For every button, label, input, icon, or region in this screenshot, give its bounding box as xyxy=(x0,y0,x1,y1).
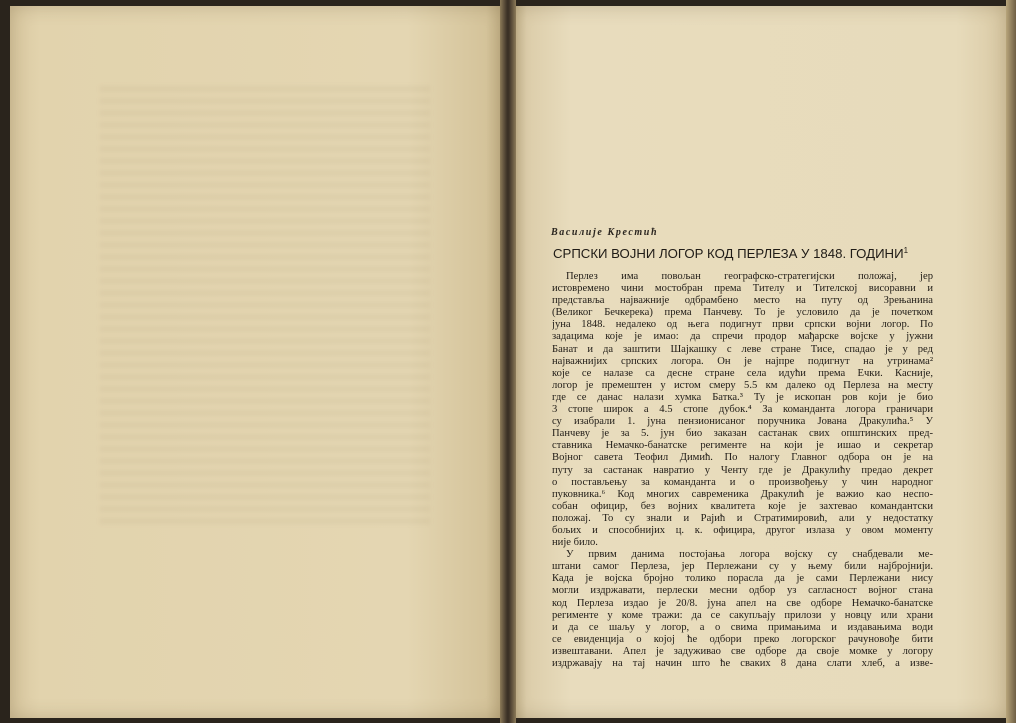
article-body xyxy=(552,271,933,670)
body-line: истовремено чини мостобран према Тителу и Тителској висоравни и xyxy=(552,283,933,295)
body-line: Панчеву је за 5. јун био заказан састанак свих општинских пред- xyxy=(552,428,933,440)
body-line: (Великог Бечкерека) према Панчеву. То је условило да је почетком xyxy=(552,307,933,319)
body-line: представља најважније одбрамбено место на путу од Зрењанина xyxy=(552,295,933,307)
body-line: се евиденција о којој ће одбори преко логорског рачуновође бити xyxy=(552,633,933,645)
body-line: могли издржавати, перлески месни одбор уз сагласност војног стана xyxy=(552,585,933,597)
body-line: У првим данима постојања логора војску су снабдевали ме- xyxy=(566,549,933,561)
body-line: бољих и способнијих ц. к. официра, другог излаза у овом моменту xyxy=(552,524,933,536)
body-line: које се налазе са десне стране села идући према Ечки. Касније, xyxy=(552,367,933,379)
author-name: Василије Крестић xyxy=(551,227,659,238)
body-line: су изабрали 1. јуна пензионисаног поручника Јована Дракулића.⁵ У xyxy=(552,416,933,428)
body-line: Када је војска бројно толико порасла да је сами Перлежани нису xyxy=(552,573,933,585)
body-line: пуковника.⁶ Код многих савременика Дракулић је важио као неспо- xyxy=(552,488,933,500)
body-line: ставника Немачко-банатске регименте на који је ишао и секретар xyxy=(552,440,933,452)
body-line: Банат и да заштити Шајкашку с леве стране Тисе, спадао је у ред xyxy=(552,343,933,355)
title-text: СРПСКИ ВОЈНИ ЛОГОР КОД ПЕРЛЕЗА У 1848. ГОДИНИ xyxy=(553,246,904,261)
body-line: извештавани. Апел је задуживао све одборе да своје момке у логору xyxy=(552,645,933,657)
body-line: и да се шаљу у логор, а о свима примањима и издавањима води xyxy=(552,621,933,633)
page-edge xyxy=(1006,0,1016,723)
body-line: собан официр, без војних квалитета које је захтевао командантски xyxy=(552,500,933,512)
body-line: штани самог Перлеза, јер Перлежани су у њему били најбројнији. xyxy=(552,561,933,573)
body-line: о постављењу за команданта и о произвођењу у чин народног xyxy=(552,476,933,488)
article-title xyxy=(553,246,973,261)
show-through-texture xyxy=(100,86,430,526)
left-page xyxy=(10,6,506,718)
body-line: путу за састанак навратио у Ченту где је Дракулићу предао декрет xyxy=(552,464,933,476)
body-line: најважнијих српских логора. Он је најпре подигнут на утринама² xyxy=(552,355,933,367)
body-line: где се данас налази хумка Батка.³ Ту је ископан ров који је био xyxy=(552,391,933,403)
body-line: положај. То су знали и Рајић и Стратимировић, али у недостатку xyxy=(552,512,933,524)
body-line: 3 стопе широк а 4.5 стопе дубок.⁴ За команданта логора граничари xyxy=(552,404,933,416)
book-gutter xyxy=(500,0,516,723)
body-line: код Перлеза издао је 20/8. јуна апел на све одборе Немачко-банатске xyxy=(552,597,933,609)
body-line: Војног савета Теофил Димић. По налогу Главног одбора он је на xyxy=(552,452,933,464)
body-line: Перлез има повољан географско-стратегијски положај, јер xyxy=(566,271,933,282)
body-line: регименте у коме тражи: да се сакупљају прилози у новцу или храни xyxy=(552,609,933,621)
body-line: издржавају на тај начин што ће сваких 8 дана слати хлеб, а изве- xyxy=(552,658,933,669)
body-line: није било. xyxy=(552,537,598,549)
body-line: јуна 1848. недалеко од њега подигнут први српски војни логор. По xyxy=(552,319,933,331)
title-footnote-mark: 1 xyxy=(903,246,909,255)
body-line: логор је премештен у истом смеру 5.5 км далеко од Перлеза на месту xyxy=(552,379,933,391)
body-line: задацима које је имао: да спречи продор мађарске војске у јужни xyxy=(552,331,933,343)
